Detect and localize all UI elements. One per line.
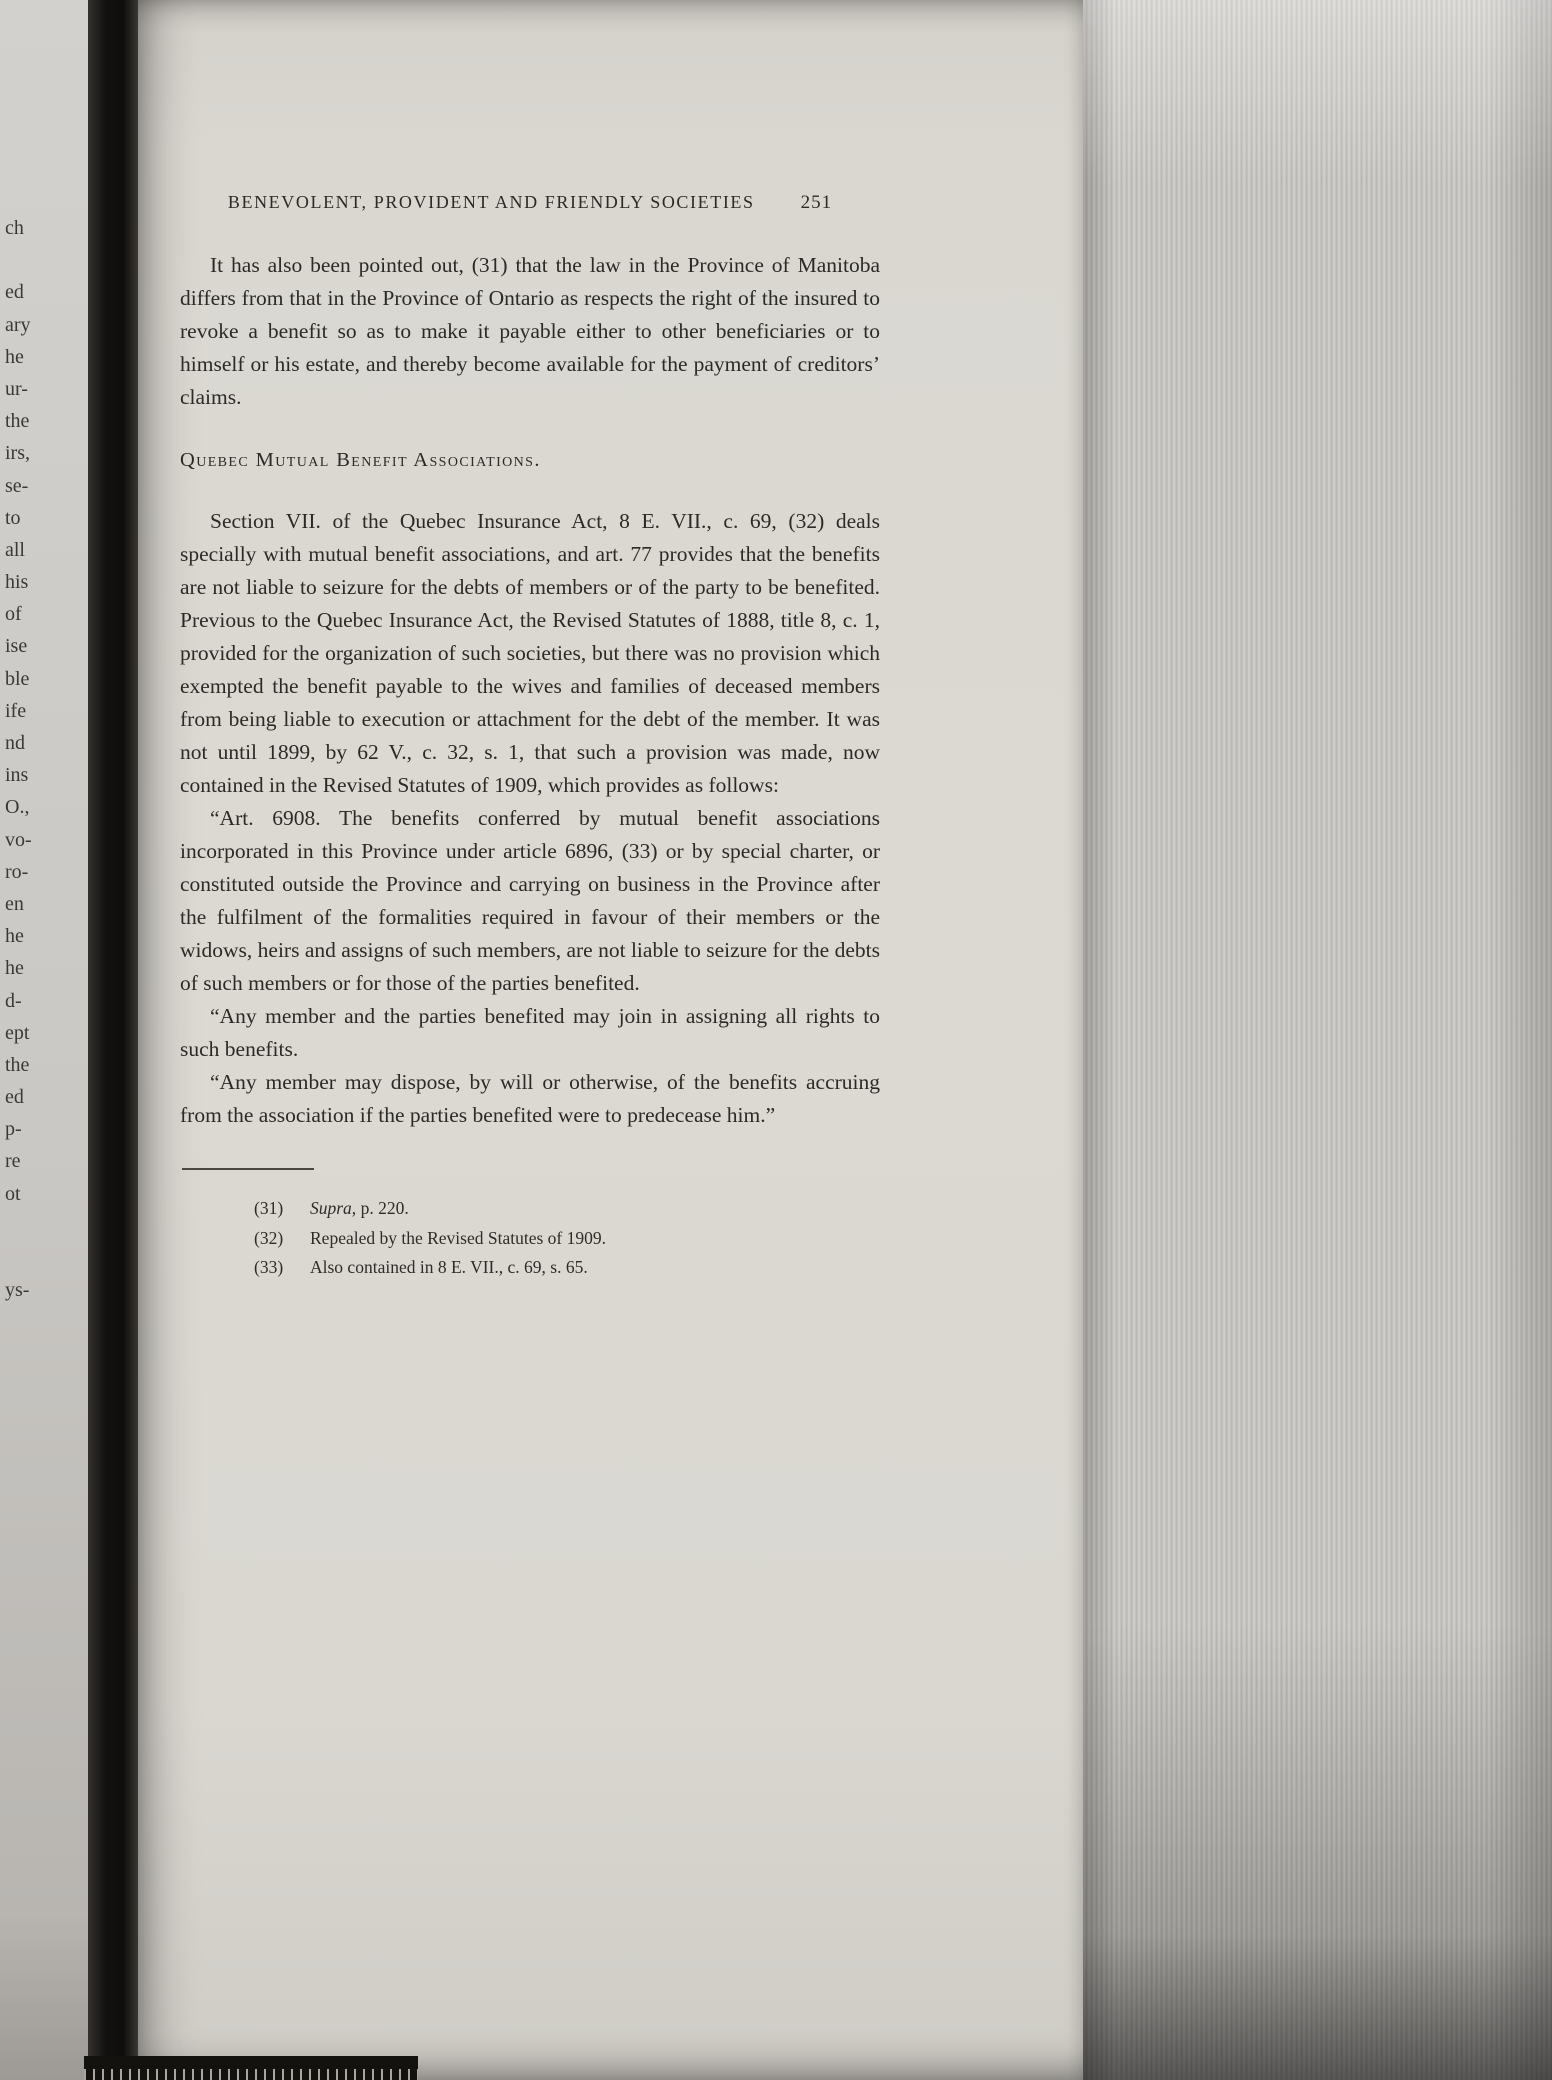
margin-fragment: ur- bbox=[5, 377, 28, 400]
paragraph-intro: It has also been pointed out, (31) that the law in the Province of Manitoba differs from that in the Province of Ontario as respects the right of the insured to revoke a benefit so as to make it payable either to other beneficiaries or to himself or his estate, and thereby become available for the payment of creditors’ claims. bbox=[180, 253, 880, 409]
margin-fragment: en bbox=[5, 892, 24, 915]
footnote-number: (31) bbox=[254, 1198, 284, 1218]
footnote-text: Repealed by the Revised Statutes of 1909. bbox=[310, 1227, 606, 1248]
margin-fragment: the bbox=[5, 410, 30, 433]
margin-fragment: to bbox=[5, 506, 21, 529]
margin-fragment: his bbox=[5, 571, 29, 594]
margin-text-fragments bbox=[5, 212, 85, 1306]
footnote-number: (33) bbox=[254, 1257, 284, 1277]
footnote-italic-text: Supra, bbox=[310, 1198, 357, 1218]
margin-fragment: ro- bbox=[5, 860, 29, 883]
margin-fragment: d- bbox=[5, 989, 22, 1012]
margin-fragment: ise bbox=[5, 635, 28, 658]
margin-fragment: vo- bbox=[5, 828, 32, 851]
book-spine-shadow bbox=[88, 0, 138, 2080]
footnotes bbox=[180, 1194, 880, 1283]
margin-fragment: ot bbox=[5, 1182, 21, 1205]
margin-fragment bbox=[5, 244, 85, 276]
page-text-block bbox=[180, 186, 880, 1283]
margin-fragment bbox=[5, 1242, 85, 1274]
margin-fragment: of bbox=[5, 603, 22, 626]
margin-fragment: irs, bbox=[5, 442, 30, 465]
margin-fragment: re bbox=[5, 1150, 21, 1173]
margin-fragment: O., bbox=[5, 796, 30, 819]
footnote-32 bbox=[254, 1224, 880, 1254]
footnote-31 bbox=[254, 1194, 880, 1224]
book-page bbox=[138, 0, 1083, 2080]
margin-fragment: ary bbox=[5, 313, 31, 336]
paragraph-assigning: “Any member and the parties benefited may join in assigning all rights to such benefits. bbox=[180, 1004, 880, 1061]
footnote-text: p. 220. bbox=[356, 1198, 409, 1218]
footnote-text: Also contained in 8 E. VII., c. 69, s. 65. bbox=[310, 1257, 588, 1277]
margin-fragment: ble bbox=[5, 667, 30, 690]
footnote-divider bbox=[182, 1168, 314, 1170]
book-fore-edge bbox=[1083, 0, 1552, 2080]
paragraph-dispose: “Any member may dispose, by will or otherwise, of the benefits accruing from the association if the parties benefited were to predecease him.” bbox=[180, 1070, 880, 1127]
running-header bbox=[180, 186, 880, 219]
ruler-strip bbox=[84, 2056, 418, 2080]
page-header-title: BENEVOLENT, PROVIDENT AND FRIENDLY SOCIETIES bbox=[227, 192, 755, 212]
margin-fragment: ch bbox=[5, 217, 24, 239]
margin-fragment: se- bbox=[5, 474, 29, 497]
left-page-edge bbox=[0, 0, 88, 2080]
section-heading: Quebec Mutual Benefit Associations. bbox=[180, 449, 541, 471]
margin-fragment: ys- bbox=[5, 1279, 30, 1302]
margin-fragment: ept bbox=[5, 1021, 30, 1044]
margin-fragment: ed bbox=[5, 1086, 24, 1109]
margin-fragment: he bbox=[5, 957, 24, 980]
margin-fragment: p- bbox=[5, 1118, 22, 1141]
margin-fragment: he bbox=[5, 345, 24, 368]
margin-fragment: all bbox=[5, 538, 25, 561]
margin-fragment bbox=[5, 1210, 85, 1242]
paragraph-art-6908: “Art. 6908. The benefits conferred by mutual benefit associations incorporated in this Province under article 6896, (33) or by special charter, or constituted outside the Province and carrying on business in the Province after the fulfilment of the formalities required in favour of their members or the widows, heirs and assigns of such members, are not liable to seizure for the debts of such members or for those of the parties benefited. bbox=[180, 806, 880, 995]
page-number: 251 bbox=[800, 192, 833, 213]
margin-fragment: ed bbox=[5, 281, 24, 304]
margin-fragment: the bbox=[5, 1053, 30, 1076]
margin-fragment: he bbox=[5, 925, 24, 948]
footnote-33 bbox=[254, 1253, 880, 1283]
margin-fragment: nd bbox=[5, 732, 25, 754]
footnote-number: (32) bbox=[254, 1227, 284, 1248]
margin-fragment: ins bbox=[5, 764, 29, 787]
margin-fragment: ife bbox=[5, 699, 27, 722]
paragraph-section-vii: Section VII. of the Quebec Insurance Act, 8 E. VII., c. 69, (32) deals specially with mutual benefit associations, and art. 77 provides that the benefits are not liable to seizure for the debts of members or of the party to be benefited. Previous to the Quebec Insurance Act, the Revised Statutes of 1888, title 8, c. 1, provided for the organization of such societies, but there was no provision which exempted the benefit payable to the wives and families of deceased members from being liable to execution or attachment for the debt of the member. It was not until 1899, by 62 V., c. 32, s. 1, that such a provision was made, now contained in the Revised Statutes of 1909, which provides as follows: bbox=[180, 509, 880, 797]
